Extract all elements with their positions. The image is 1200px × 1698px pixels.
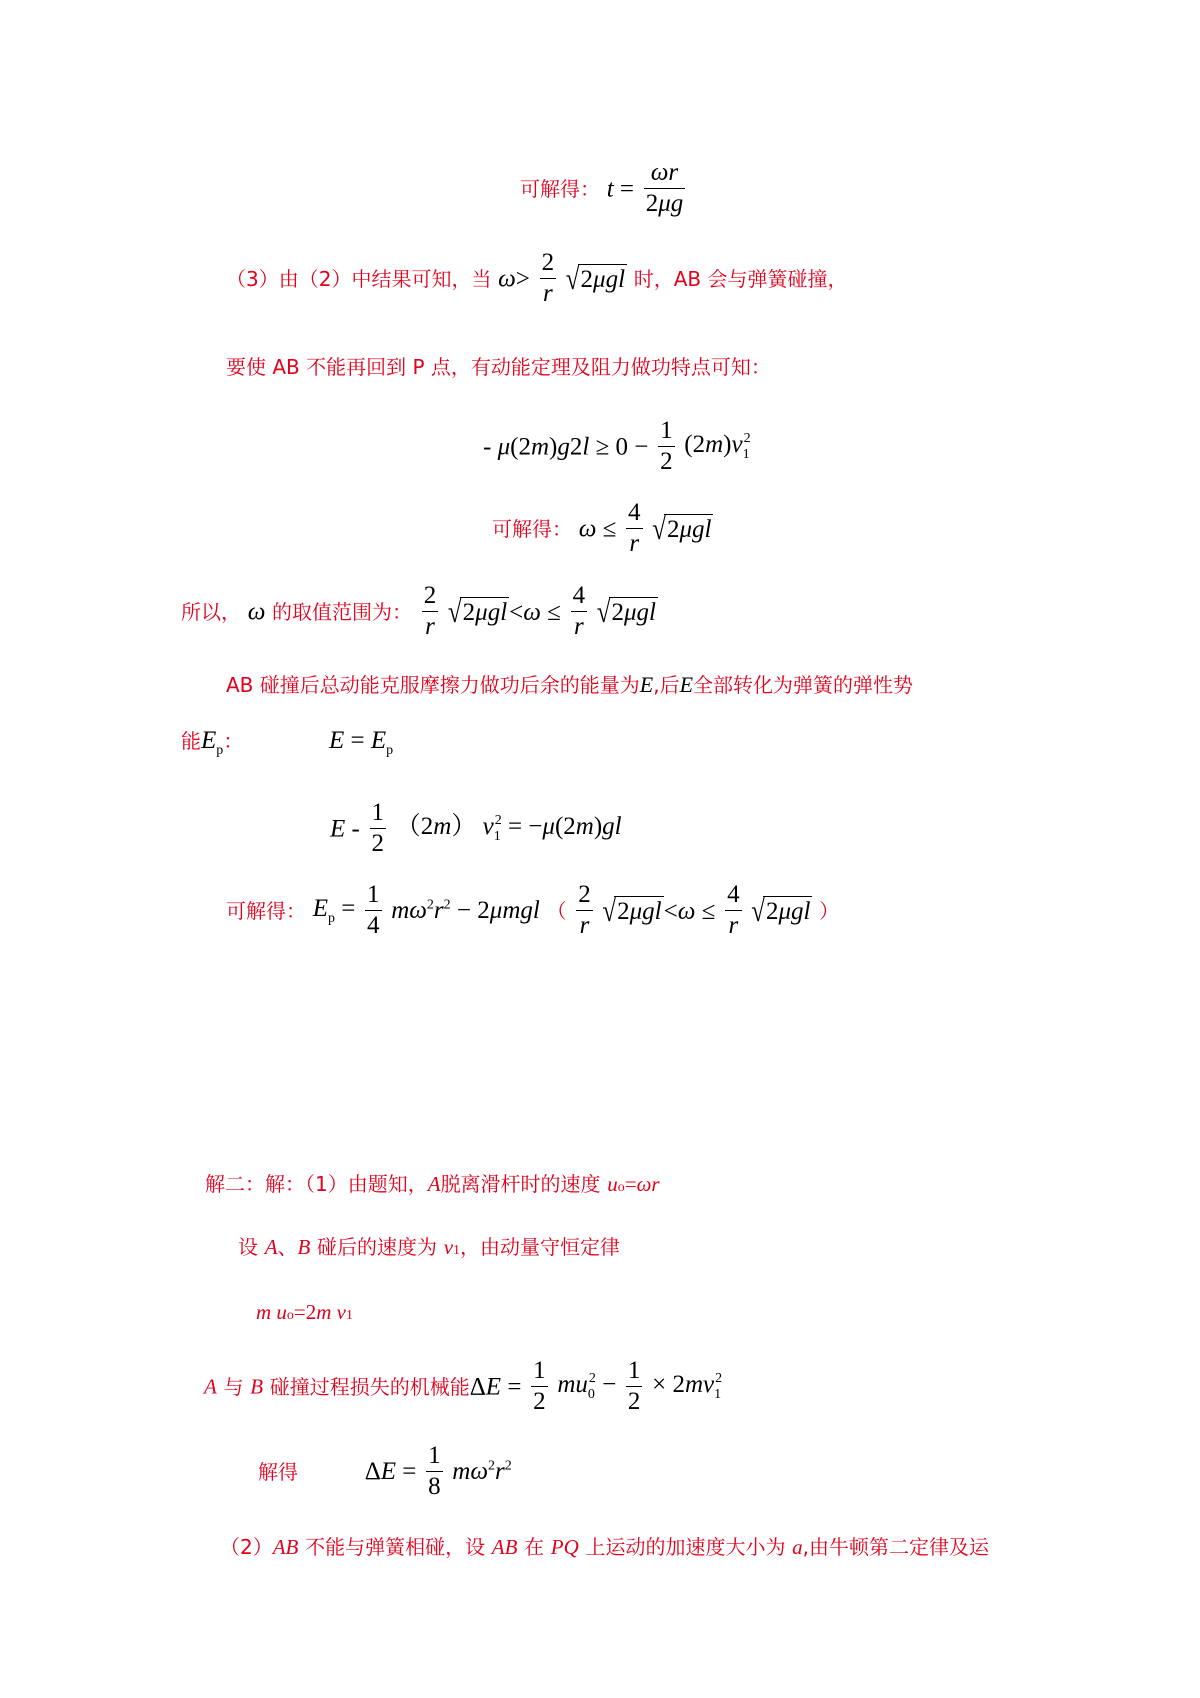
text-s2-4a: 与 (223, 1374, 244, 1399)
text-s2-6a: （2） (220, 1535, 273, 1559)
text-s2-1: 解二：解：（1）由题知， (205, 1172, 428, 1196)
eq-omega-upper: 可解得： ω ≤ $\frac{4}{r}$ √2μgl (492, 499, 712, 558)
text-energy-b: ,后 (653, 673, 680, 697)
text-paren-close: ） (819, 898, 840, 923)
eq-Ep-result: 可解得： $E_p$ = $\frac{1}{4}$ $m\omega^2r^2 - 2\mu mgl$ （ $\frac{2}{r}$ √2μgl<ω ≤ $\frac{4}{r}$ √2μgl ） (226, 881, 840, 940)
eq-energy-balance: E - $\frac{1}{2}$ （2m） $v_1^2 = -\mu(2m)gl$ (330, 799, 622, 858)
text-solve: 可解得： (520, 176, 600, 201)
text-range: 的取值范围为： (272, 599, 413, 624)
eq-E-Ep: 能$E_p$： $E = E_p$ (181, 727, 394, 758)
eq-omega-range: 所以， ω 的取值范围为： $\frac{2}{r}$ √2μgl<ω ≤ $\frac{4}{r}$ √2μgl (181, 582, 656, 641)
text-part3: （3）由（2）中结果可知，当 (226, 266, 492, 291)
text-energy-a: AB 碰撞后总动能克服摩擦力做功后余的能量为 (226, 673, 640, 697)
text-neng: 能 (181, 729, 201, 753)
text-solve-3: 可解得： (226, 898, 306, 923)
text-s2-6c: 在 (524, 1535, 545, 1559)
s2-momentum: m uo=2m v1 (256, 1300, 354, 1324)
text-s2-2a: 设 (238, 1235, 258, 1259)
eq-energy-inequality: - μ(2m)g2l ≥ 0 − $\frac{1}{2}$ $(2m)v_1^2$ (483, 417, 751, 476)
eq-time: 可解得： t = $\frac{\omega r}{2\mu g}$ (520, 159, 684, 218)
text-s2-2d: ，由动量守恒定律 (460, 1235, 621, 1259)
s2-line6: （2）AB 不能与弹簧相碰，设 AB 在 PQ 上运动的加速度大小为 a,由牛顿第二定律及运 (220, 1535, 990, 1559)
s2-line1: 解二：解：（1）由题知，A脱离滑杆时的速度 uo=ωr (205, 1172, 660, 1196)
paragraph-condition (226, 357, 771, 378)
s2-energy-loss: A 与 B 碰撞过程损失的机械能ΔE = $\frac{1}{2}$ $mu_0^2$ − $\frac{1}{2}$ × $2mv_1^2$ (204, 1357, 723, 1416)
text-so: 所以， (181, 599, 241, 624)
text-collide: 时，AB 会与弹簧碰撞， (633, 266, 848, 291)
paragraph-3-intro: （3）由（2）中结果可知，当 ω> $\frac{2}{r}$ √2μgl 时，AB 会与弹簧碰撞， (226, 249, 848, 308)
text-s2-2c: 碰后的速度为 (317, 1235, 438, 1259)
text-s2-6e: ,由牛顿第二定律及运 (802, 1535, 990, 1559)
text-solve-2: 可解得： (492, 516, 572, 541)
text-s2-4b: 碰撞过程损失的机械能 (269, 1374, 470, 1399)
s2-line2: 设 A、B 碰后的速度为 v1，由动量守恒定律 (238, 1235, 621, 1259)
text-s2-6d: 上运动的加速度大小为 (585, 1535, 786, 1559)
text-paren-open: （ (546, 898, 567, 923)
text-s2-6b: 不能与弹簧相碰，设 (305, 1535, 486, 1559)
paragraph-energy: AB 碰撞后总动能克服摩擦力做功后余的能量为E,后E全部转化为弹簧的弹性势 (226, 672, 914, 697)
text-s2-5: 解得 (258, 1459, 298, 1484)
text-colon: ： (223, 729, 244, 753)
text-energy-c: 全部转化为弹簧的弹性势 (693, 673, 914, 697)
text-condition: 要使 AB 不能再回到 P 点，有动能定理及阻力做功特点可知： (226, 355, 771, 379)
s2-delta-E: 解得 ΔE = $\frac{1}{8}$ $m\omega^2r^2$ (258, 1442, 512, 1501)
text-s2-1b: 脱离滑杆时的速度 (440, 1172, 601, 1196)
text-s2-2b: 、 (277, 1235, 298, 1259)
